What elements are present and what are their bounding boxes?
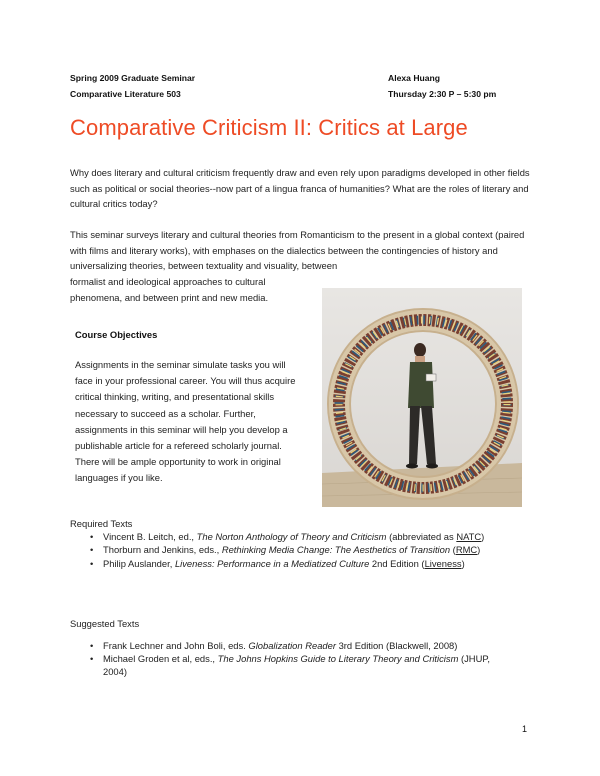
suggested-texts-list <box>90 640 495 679</box>
objectives-heading: Course Objectives <box>75 329 158 340</box>
bookshelf-wheel-photo <box>322 288 522 507</box>
instructor-name: Alexa Huang <box>388 73 441 83</box>
course-term-line: Spring 2009 Graduate Seminar <box>70 73 196 83</box>
abbreviation: RMC <box>455 544 478 556</box>
objectives-paragraph: Assignments in the seminar simulate tasks you will face in your professional career. You will thus acquire critical thinking, writing, and presentational skills necessary to succeed as a scholar. Further, assignments in this seminar will help you develop a publishable article for a refereed scholarly journal. There will be ample opportunity to work in original languages if you like. <box>75 359 296 484</box>
survey-paragraph-continued: formalist and ideological approaches to cultural phenomena, and between print and new media. <box>70 276 269 303</box>
bullet-icon: • <box>90 640 94 651</box>
intro-paragraph: Why does literary and cultural criticism frequently draw and even rely upon paradigms developed in other fields such as political or social theories--now part of a lingua franca of humanities? What are the roles of literary and cultural critics today? <box>70 167 530 210</box>
suggested-texts-heading: Suggested Texts <box>70 618 140 629</box>
list-item: • Vincent B. Leitch, ed., The Norton Anthology of Theory and Criticism (abbreviated as NATC) <box>90 531 485 542</box>
list-item: • Philip Auslander, Liveness: Performance in a Mediatized Culture 2nd Edition (Liveness) <box>90 557 465 569</box>
list-item: • Thorburn and Jenkins, eds., Rethinking Media Change: The Aesthetics of Transition (RMC) <box>90 544 481 556</box>
required-texts-heading: Required Texts <box>70 518 133 529</box>
bullet-icon: • <box>90 531 94 542</box>
course-number-line: Comparative Literature 503 <box>70 89 181 99</box>
page-title: Comparative Criticism II: Critics at Large <box>70 115 468 140</box>
abbreviation: Liveness <box>424 557 462 569</box>
survey-paragraph: This seminar surveys literary and cultural theories from Romanticism to the present in a global context (paired with films and literary works), with emphases on the dialectics between the contingencies of history and universalizing theories, between textuality and visuality, between <box>70 229 525 272</box>
bullet-icon: • <box>90 557 94 569</box>
list-item: • Michael Groden et al, eds., The Johns Hopkins Guide to Literary Theory and Criticism (JHUP, 2004) <box>90 653 490 677</box>
meeting-time: Thursday 2:30 P – 5:30 pm <box>388 89 497 99</box>
abbreviation: NATC <box>456 531 482 542</box>
bullet-icon: • <box>90 653 94 665</box>
list-item: • Frank Lechner and John Boli, eds. Globalization Reader 3rd Edition (Blackwell, 2008) <box>90 640 458 651</box>
page-number: 1 <box>522 724 528 734</box>
required-texts-list <box>90 531 495 571</box>
bullet-icon: • <box>90 544 94 556</box>
